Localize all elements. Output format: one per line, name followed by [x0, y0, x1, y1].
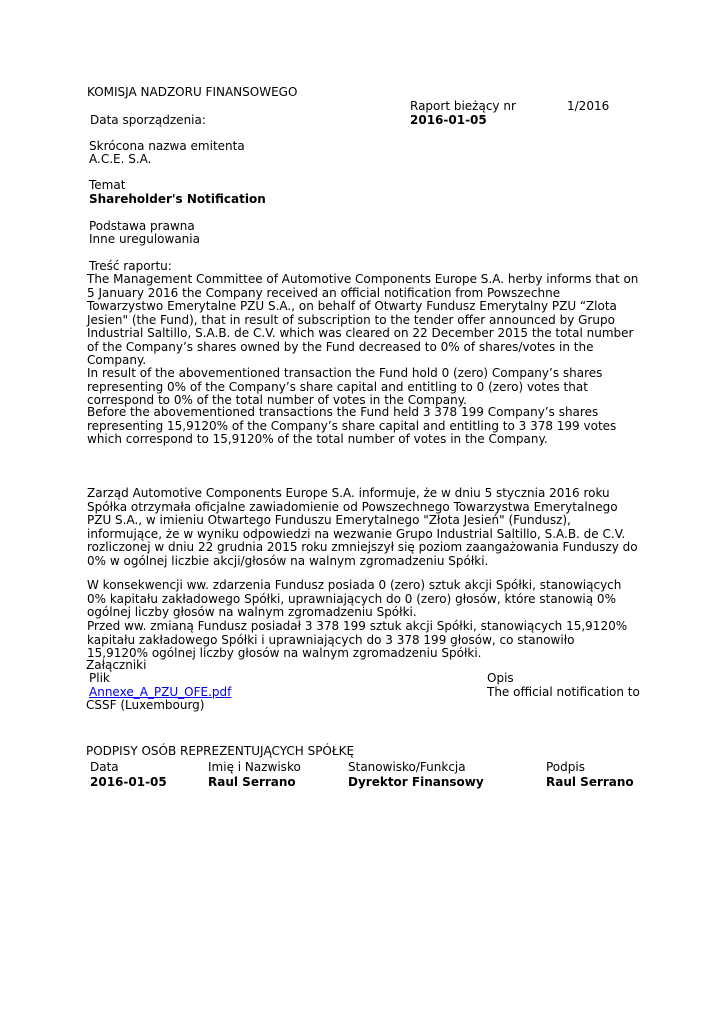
signature-date: 2016-01-05 — [90, 775, 167, 789]
polish-paragraph-3: Przed ww. zmianą Fundusz posiadał 3 378 199 sztuk akcji Spółki, stanowiących 15,9120% kapitału zakładowego Spółki i uprawniających do 3 378 199 głosów, co stanowiło 15,9120% ogólnej liczby głosów na walnym zgromadzeniu Spółki. — [87, 619, 628, 660]
polish-paragraph-2: W konsekwencji ww. zdarzenia Fundusz posiada 0 (zero) sztuk akcji Spółki, stanowiących 0% kapitału zakładowego Spółki, uprawniających do 0 (zero) głosów, które stanowią 0% ogólnej liczby głosów na walnym zgromadzeniu Spółki. — [87, 578, 622, 619]
attachment-description-line-1: The official notification to — [487, 685, 640, 699]
signature-signer: Raul Serrano — [546, 775, 634, 789]
signature-header-position: Stanowisko/Funkcja — [348, 760, 466, 774]
report-number: 1/2016 — [567, 99, 610, 113]
signature-position: Dyrektor Finansowy — [348, 775, 484, 789]
attachment-file-header: Plik — [89, 671, 110, 685]
attachment-description-line-2: CSSF (Luxembourg) — [86, 698, 205, 712]
english-paragraph-2: In result of the abovementioned transaction the Fund hold 0 (zero) Company’s shares representing 0% of the Company’s share capital and entitling to 0 (zero) votes that correspond to 0% of the total number of votes in the Company. — [87, 366, 603, 407]
subject-label: Temat — [89, 178, 126, 192]
content-label: Treść raportu: — [89, 259, 172, 273]
polish-paragraph-1: Zarząd Automotive Components Europe S.A. informuje, że w dniu 5 stycznia 2016 roku Spółka otrzymała oficjalne zawiadomienie od Powszechnego Towarzystwa Emerytalnego PZU S.A., w imieniu Otwartego Funduszu Emerytalnego "Złota Jesień" (Fundusz), informujące, że w wyniku odpowiedzi na wezwanie Grupo Industrial Saltillo, S.A.B. de C.V. rozliczonej w dniu 22 grudnia 2015 roku zmniejszył się poziom zaangażowania Funduszy do 0% w ogólnej liczbie akcji/głosów na walnym zgromadzeniu Spółki. — [87, 486, 638, 568]
legal-basis-value: Inne uregulowania — [89, 232, 200, 246]
report-label: Raport bieżący nr — [410, 99, 516, 113]
signature-header-name: Imię i Nazwisko — [208, 760, 301, 774]
date-value: 2016-01-05 — [410, 113, 487, 127]
attachments-label: Załączniki — [86, 658, 147, 672]
attachment-description-header: Opis — [487, 671, 514, 685]
english-paragraph-1: The Management Committee of Automotive Components Europe S.A. herby informs that on 5 January 2016 the Company received an official notification from Powszechne Towarzystwo Emerytalne PZU S.A., on behalf of Otwarty Fundusz Emerytalny PZU “Zlota Jesien" (the Fund), that in result of subscription to the tender offer announced by Grupo Industrial Saltillo, S.A.B. de C.V. which was cleared on 22 December 2015 the total number of the Company’s shares owned by the Fund decreased to 0% of shares/votes in the Company. — [87, 272, 639, 367]
signatures-title: PODPISY OSÓB REPREZENTUJĄCYCH SPÓŁKĘ — [86, 744, 355, 758]
issuer-label: Skrócona nazwa emitenta — [89, 139, 245, 153]
subject-value: Shareholder's Notification — [89, 192, 266, 206]
english-paragraph-3: Before the abovementioned transactions the Fund held 3 378 199 Company’s shares representing 15,9120% of the Company’s share capital and entitling to 3 378 199 votes which correspond to 15,9120% of the total number of votes in the Company. — [87, 405, 617, 446]
authority-name: KOMISJA NADZORU FINANSOWEGO — [87, 85, 298, 99]
signature-name: Raul Serrano — [208, 775, 296, 789]
issuer-value: A.C.E. S.A. — [89, 152, 152, 166]
signature-header-signature: Podpis — [546, 760, 585, 774]
legal-basis-label: Podstawa prawna — [89, 219, 195, 233]
date-label: Data sporządzenia: — [90, 113, 206, 127]
attachment-file-link[interactable]: Annexe_A_PZU_OFE.pdf — [89, 685, 232, 699]
signature-header-date: Data — [90, 760, 119, 774]
